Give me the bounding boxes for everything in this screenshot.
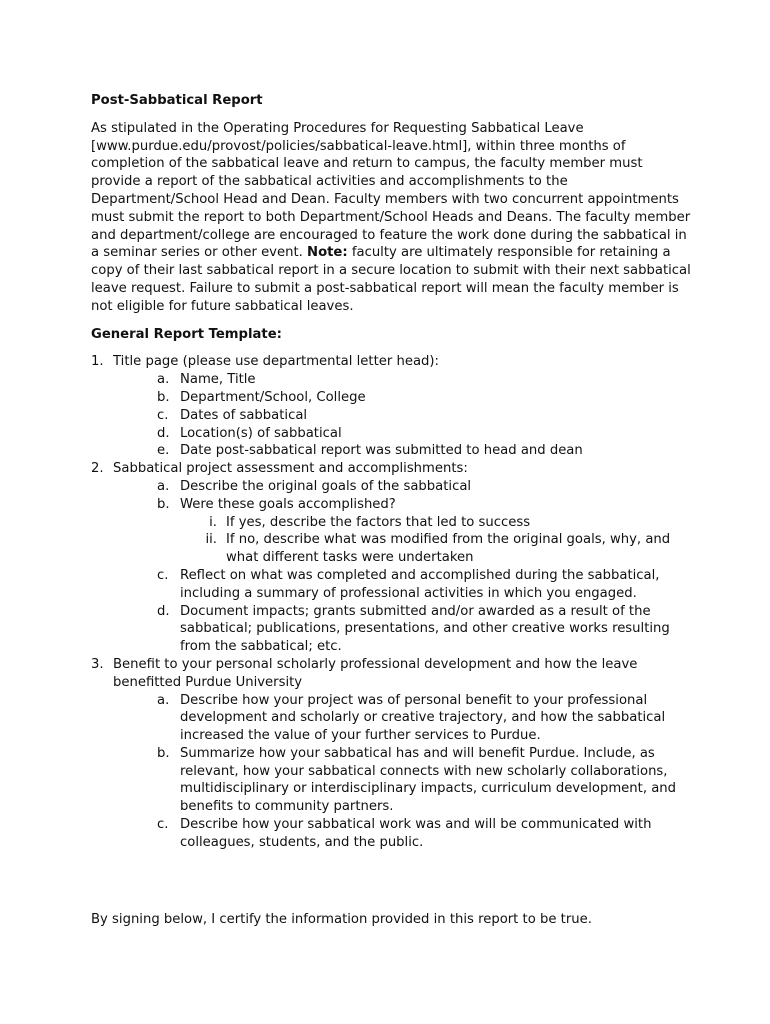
list-marker: d. — [157, 603, 170, 619]
sub-item — [113, 371, 691, 389]
list-marker: a. — [157, 478, 170, 494]
list-item-text: Title page (please use departmental letter head): — [113, 354, 439, 370]
note-label: Note: — [307, 245, 348, 261]
sub-sub-item — [113, 531, 691, 567]
sub-item-text: Department/School, College — [180, 389, 366, 405]
sub-item — [113, 442, 691, 460]
sub-item — [113, 692, 691, 745]
list-marker: a. — [157, 372, 170, 388]
sub-item — [113, 496, 691, 567]
sub-item-text: Were these goals accomplished? — [180, 496, 396, 512]
sub-sub-item — [113, 514, 691, 532]
sub-item-text: Describe the original goals of the sabbatical — [180, 478, 472, 494]
template-list — [91, 353, 691, 851]
sub-item — [113, 745, 691, 816]
intro-text-part2: faculty are ultimately responsible for retaining a copy of their last sabbatical report in a secure location to submit with their next sabbatical leave request. Failure to submit a post-sabbatical report will mean the faculty member is not eligible for future sabbatical leaves. — [91, 245, 691, 314]
list-item-text: Sabbatical project assessment and accomplishments: — [113, 461, 468, 477]
sub-item-text: Date post-sabbatical report was submitted to head and dean — [180, 443, 583, 459]
certification-statement: By signing below, I certify the information provided in this report to be true. — [91, 912, 592, 927]
sub-item-text: Name, Title — [180, 372, 256, 388]
sub-item-text: Dates of sabbatical — [180, 407, 308, 423]
sub-item-text: Describe how your sabbatical work was and will be communicated with colleagues, students, and the public. — [180, 817, 652, 850]
sub-item-text: Describe how your project was of personal benefit to your professional development and scholarly or creative trajectory, and how the sabbatical increased the value of your further services to Purdue. — [180, 692, 666, 744]
sub-item — [113, 407, 691, 425]
list-marker: c. — [157, 567, 169, 583]
list-marker: 3. — [91, 656, 104, 672]
intro-paragraph — [91, 120, 691, 316]
list-marker: e. — [157, 443, 170, 459]
template-heading: General Report Template: — [91, 326, 282, 342]
sub-item — [113, 603, 691, 656]
list-marker: c. — [157, 407, 169, 423]
document-title: Post-Sabbatical Report — [91, 93, 263, 108]
sub-list — [113, 478, 691, 656]
list-marker: 1. — [91, 354, 104, 370]
sub-item-text: Summarize how your sabbatical has and will benefit Purdue. Include, as relevant, how your sabbatical connects with new scholarly collaborations, multidisciplinary or interdisciplinary impacts, curriculum development, and benefits to community partners. — [180, 745, 677, 815]
sub-item-text: Reflect on what was completed and accomplished during the sabbatical, including a summary of professional activities in which you engaged. — [180, 567, 660, 601]
sub-item — [113, 567, 691, 603]
list-marker: b. — [157, 745, 170, 761]
list-marker: ii. — [205, 532, 217, 548]
list-marker: c. — [157, 817, 169, 833]
list-marker: 2. — [91, 461, 104, 477]
document-body — [91, 92, 691, 852]
sub-list — [113, 371, 691, 460]
sub-item — [113, 389, 691, 407]
list-marker: b. — [157, 389, 170, 405]
list-item-text: Benefit to your personal scholarly professional development and how the leave benefitted Purdue University — [113, 656, 638, 690]
list-item-3 — [91, 656, 691, 852]
sub-sub-item-text: If yes, describe the factors that led to success — [226, 514, 531, 530]
sub-list — [113, 692, 691, 852]
list-item-2 — [91, 460, 691, 656]
list-marker: d. — [157, 425, 170, 441]
sub-item-text: Location(s) of sabbatical — [180, 425, 342, 441]
sub-item — [113, 816, 691, 852]
sub-item-text: Document impacts; grants submitted and/or awarded as a result of the sabbatical; publications, presentations, and other creative works resulting from the sabbatical; etc. — [180, 603, 670, 655]
list-marker: i. — [209, 514, 217, 530]
sub-sub-item-text: If no, describe what was modified from the original goals, why, and what different tasks were undertaken — [226, 532, 671, 566]
sub-sub-list — [113, 514, 691, 567]
sub-item — [113, 425, 691, 443]
list-item-1 — [91, 353, 691, 460]
intro-text-part1: As stipulated in the Operating Procedures for Requesting Sabbatical Leave [www.purdue.edu/provost/policies/sabbatical-leave.html], within three months of completion of the sabbatical leave and return to campus, the faculty member must provide a report of the sabbatical activities and accomplishments to the Department/School Head and Dean. Faculty members with two concurrent appointments must submit the report to both Department/School Heads and Deans. The faculty member and department/college are encouraged to feature the work done during the sabbatical in a seminar series or other event. — [91, 120, 691, 261]
list-marker: a. — [157, 692, 170, 708]
sub-item — [113, 478, 691, 496]
list-marker: b. — [157, 496, 170, 512]
